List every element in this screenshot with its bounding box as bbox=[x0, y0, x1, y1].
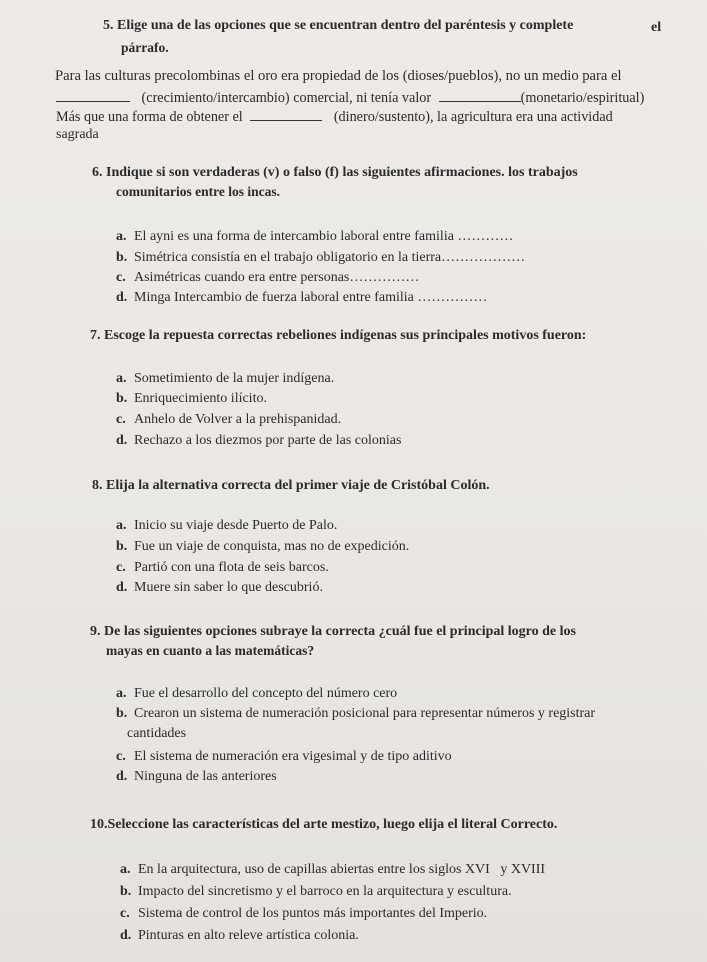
option-letter: a. bbox=[120, 862, 131, 877]
option-letter: b. bbox=[120, 884, 132, 899]
q6-option-c bbox=[116, 270, 419, 286]
option-text: Sometimiento de la mujer indígena. bbox=[134, 371, 335, 386]
option-text: Crearon un sistema de numeración posicional para representar números y registrar bbox=[134, 706, 596, 721]
option-text: El sistema de numeración era vigesimal y de tipo aditivo bbox=[134, 749, 452, 764]
option-letter: c. bbox=[116, 412, 126, 427]
option-text: En la arquitectura, uso de capillas abiertas entre los siglos XVI y XVIII bbox=[138, 862, 546, 877]
q5-title-line1: Elige una de las opciones que se encuentran dentro del paréntesis y complete bbox=[117, 18, 574, 33]
answer-blank[interactable]: …………… bbox=[417, 290, 488, 305]
q8-title bbox=[92, 478, 490, 494]
option-text: El ayni es una forma de intercambio laboral entre familia bbox=[134, 229, 454, 244]
option-text: Simétrica consistía en el trabajo obligatorio en la tierra bbox=[134, 250, 442, 265]
q7-title bbox=[90, 328, 586, 344]
option-letter: d. bbox=[116, 769, 128, 784]
q5-title-el: el bbox=[651, 20, 662, 35]
q8-title-text: Elija la alternativa correcta del primer viaje de Cristóbal Colón. bbox=[106, 478, 490, 493]
q8-option-b[interactable] bbox=[116, 539, 409, 555]
q5-paragraph-line4: sagrada bbox=[56, 127, 99, 142]
q7-number: 7. bbox=[90, 328, 101, 343]
option-letter: d. bbox=[116, 580, 128, 595]
q9-title-line1: De las siguientes opciones subraye la correcta ¿cuál fue el principal logro de los bbox=[104, 624, 576, 639]
option-letter: b. bbox=[116, 539, 128, 554]
q10-number: 10. bbox=[90, 817, 108, 832]
q7-option-a[interactable] bbox=[116, 371, 334, 387]
option-text: Anhelo de Volver a la prehispanidad. bbox=[134, 412, 342, 427]
q5-paragraph-line3 bbox=[56, 109, 613, 126]
q10-title-text: Seleccione las características del arte mestizo, luego elija el literal Correcto. bbox=[107, 817, 558, 832]
option-letter: b. bbox=[116, 706, 128, 721]
q5-p2b: (monetario/espiritual) bbox=[520, 90, 645, 106]
q9-option-b-line2: cantidades bbox=[127, 726, 187, 741]
q8-option-c[interactable] bbox=[116, 560, 329, 576]
option-text: Asimétricas cuando era entre personas bbox=[134, 270, 350, 285]
q9-title bbox=[90, 624, 576, 640]
option-text: Inicio su viaje desde Puerto de Palo. bbox=[134, 518, 338, 533]
q5-blank-1[interactable] bbox=[56, 101, 130, 102]
q7-title-text: Escoge la repuesta correctas rebeliones indígenas sus principales motivos fueron: bbox=[104, 328, 587, 343]
answer-blank[interactable]: ………… bbox=[457, 229, 514, 244]
option-text: Impacto del sincretismo y el barroco en la arquitectura y escultura. bbox=[138, 884, 512, 899]
q9-number: 9. bbox=[90, 624, 101, 639]
option-letter: a. bbox=[116, 371, 127, 386]
option-text: Pinturas en alto releve artística colonia. bbox=[138, 928, 359, 943]
q5-paragraph-line1: Para las culturas precolombinas el oro era propiedad de los (dioses/pueblos), no un medio para el bbox=[55, 68, 622, 84]
q7-option-c[interactable] bbox=[116, 412, 341, 428]
answer-blank[interactable]: ……………… bbox=[441, 250, 526, 265]
option-letter: d. bbox=[120, 928, 132, 943]
q8-number: 8. bbox=[92, 478, 103, 493]
q6-title bbox=[92, 165, 578, 181]
q10-option-a[interactable] bbox=[120, 862, 545, 878]
q10-title bbox=[90, 817, 557, 833]
q5-title bbox=[103, 18, 573, 34]
q5-number: 5. bbox=[103, 18, 114, 33]
q5-paragraph-line2 bbox=[56, 90, 696, 107]
option-letter: b. bbox=[116, 250, 128, 265]
q9-option-c[interactable] bbox=[116, 749, 452, 765]
q5-blank-2[interactable] bbox=[439, 101, 521, 102]
option-letter: b. bbox=[116, 391, 128, 406]
q6-option-b bbox=[116, 250, 525, 266]
q5-p2a: (crecimiento/intercambio) comercial, ni tenía valor bbox=[141, 90, 432, 106]
q5-p3a: Más que una forma de obtener el bbox=[56, 109, 243, 125]
q6-title-line1: Indique si son verdaderas (v) o falso (f) las siguientes afirmaciones. los trabajos bbox=[106, 165, 578, 180]
q6-option-a bbox=[116, 229, 513, 245]
option-letter: c. bbox=[116, 270, 126, 285]
option-text: Sistema de control de los puntos más importantes del Imperio. bbox=[138, 906, 488, 921]
option-letter: a. bbox=[116, 686, 127, 701]
q7-option-d[interactable] bbox=[116, 433, 401, 449]
q10-option-b[interactable] bbox=[120, 884, 512, 900]
q5-p3b: (dinero/sustento), la agricultura era una actividad bbox=[333, 109, 613, 125]
option-letter: c. bbox=[120, 906, 130, 921]
q8-option-a[interactable] bbox=[116, 518, 337, 534]
q9-option-b[interactable] bbox=[116, 706, 595, 722]
option-text: Ninguna de las anteriores bbox=[134, 769, 277, 784]
q8-option-d[interactable] bbox=[116, 580, 323, 596]
option-text: Minga Intercambio de fuerza laboral entre familia bbox=[134, 290, 414, 305]
q9-title-line2: mayas en cuanto a las matemáticas? bbox=[106, 643, 315, 658]
answer-blank[interactable]: …………… bbox=[349, 270, 420, 285]
q6-option-d bbox=[116, 290, 487, 306]
q10-option-c[interactable] bbox=[120, 906, 487, 922]
option-text: Fue el desarrollo del concepto del número cero bbox=[134, 686, 398, 701]
q6-title-line2: comunitarios entre los incas. bbox=[116, 184, 280, 199]
q9-option-d[interactable] bbox=[116, 769, 277, 785]
q5-title-line2: párrafo. bbox=[121, 40, 169, 55]
option-text: Muere sin saber lo que descubrió. bbox=[134, 580, 323, 595]
option-text: Rechazo a los diezmos por parte de las colonias bbox=[134, 433, 402, 448]
option-text: Fue un viaje de conquista, mas no de expedición. bbox=[134, 539, 410, 554]
q6-number: 6. bbox=[92, 165, 103, 180]
option-letter: a. bbox=[116, 518, 127, 533]
option-letter: d. bbox=[116, 290, 128, 305]
q9-option-a[interactable] bbox=[116, 686, 397, 702]
option-text: Partió con una flota de seis barcos. bbox=[134, 560, 329, 575]
option-letter: a. bbox=[116, 229, 127, 244]
option-text: Enriquecimiento ilícito. bbox=[134, 391, 267, 406]
q7-option-b[interactable] bbox=[116, 391, 267, 407]
q5-blank-3[interactable] bbox=[250, 120, 322, 121]
option-letter: c. bbox=[116, 560, 126, 575]
q10-option-d[interactable] bbox=[120, 928, 359, 944]
option-letter: d. bbox=[116, 433, 128, 448]
option-letter: c. bbox=[116, 749, 126, 764]
